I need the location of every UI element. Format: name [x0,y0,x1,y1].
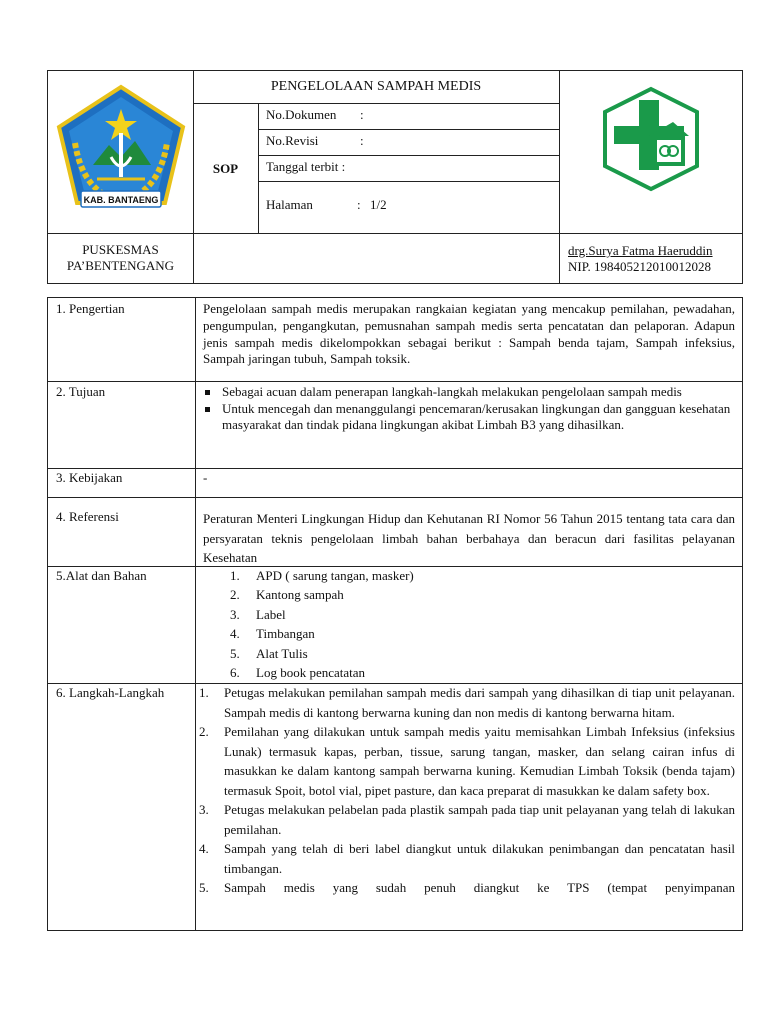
section-label-referensi: 4. Referensi [56,509,119,524]
list-item: 3. Label [230,606,286,622]
meta-label: Tanggal terbit [266,159,339,174]
sop-header-table [47,70,743,284]
signer-nip: NIP. 198405212010012028 [568,259,712,274]
section-langkah-list [197,683,735,898]
sop-label: SOP [212,161,239,176]
org-name-line1: PUSKESMAS [82,242,159,257]
meta-value: 1/2 [370,197,387,212]
section-tujuan-list [203,384,735,434]
meta-separator: : [360,107,364,122]
meta-label: Halaman [266,197,313,212]
signer-name: drg.Surya Fatma Haeruddin [568,243,713,258]
meta-no-revisi [266,133,364,148]
section-referensi-text: Peraturan Menteri Lingkungan Hidup dan Kehutanan RI Nomor 56 Tahun 2015 tentang tata cara dan persyaratan teknis pengelolaan limbah bahan berbahaya dan beracun dari fasilitas pelayanan Kesehatan [203,511,735,565]
meta-separator: : [341,159,346,174]
meta-label: No.Revisi [266,133,319,148]
sop-content-table [47,297,743,931]
meta-no-dokumen [266,107,364,122]
meta-tanggal-terbit [266,159,345,174]
meta-label: No.Dokumen [266,107,337,122]
kabupaten-bantaeng-emblem [53,83,189,219]
section-label-tujuan: 2. Tujuan [56,384,106,399]
step-item: 1. Petugas melakukan pemilahan sampah medis dari sampah yang dihasilkan di tiap unit pelayanan. Sampah medis di kantong berwarna kuning dan non medis di kantong berwarna hitam. [199,685,735,720]
list-item: 1. APD ( sarung tangan, masker) [230,568,414,583]
section-label-alat-bahan: 5.Alat dan Bahan [56,568,147,583]
section-alat-bahan-list [203,566,735,682]
section-label-langkah: 6. Langkah-Langkah [56,685,165,700]
puskesmas-logo [601,86,701,192]
section-kebijakan-text: - [203,470,208,485]
meta-halaman [266,197,387,212]
meta-separator: : [357,197,361,212]
meta-separator: : [360,133,364,148]
step-item: 3. Petugas melakukan pelabelan pada plastik sampah pada tiap unit pelayanan yang telah di lakukan pemilahan. [199,802,735,837]
list-item: 5. Alat Tulis [230,645,308,661]
list-item: 4. Timbangan [230,626,315,642]
list-item: Untuk mencegah dan menanggulangi pencemaran/kerusakan lingkungan dan gangguan kesehatan masyarakat dan tindak pidana lingkungan akibat Limbah B3 yang dihasilkan. [203,401,735,434]
list-item: 2. Kantong sampah [230,587,344,603]
org-name-line2: PA’BENTENGANG [66,258,175,273]
document-title: PENGELOLAAN SAMPAH MEDIS [270,79,482,94]
list-item: Sebagai acuan dalam penerapan langkah-langkah melakukan pengelolaan sampah medis [203,384,735,401]
section-pengertian-text: Pengelolaan sampah medis merupakan rangkaian kegiatan yang mencakup pemilahan, pewadahan, pengumpulan, pengangkutan, pemusnahan sampah medis serta pencatatan dan pelaporan. Adapun jenis sampah medis dikelompokkan sebagai berikut : Sampah benda tajam, Sampah infeksius, Sampah jaringan tubuh, Sampah toksik. [203,301,735,367]
step-item: 2. Pemilahan yang dilakukan untuk sampah medis yaitu memisahkan Limbah Infeksius (infeksius Lunak) termasuk kapas, perban, tissue, sarung tangan, masker, dan selang cairan infus di masukkan ke dalam kantong sampah berwarna kuning. Kemudian Limbah Toksik (benda tajam) termasuk Spoit, botol vial, pipet pasture, dan kaca preparat di masukkan ke dalam safety box. [199,724,735,798]
step-item: 5. Sampah medis yang sudah penuh diangkut ke TPS (tempat penyimpanan [199,880,735,895]
section-label-pengertian: 1. Pengertian [56,301,125,316]
emblem-text: KAB. BANTAENG [83,195,159,205]
list-item: 6. Log book pencatatan [230,665,366,681]
section-label-kebijakan: 3. Kebijakan [56,470,123,485]
step-item: 4. Sampah yang telah di beri label diangkut untuk dilakukan penimbangan dan pencatatan hasil timbangan. [199,841,735,876]
